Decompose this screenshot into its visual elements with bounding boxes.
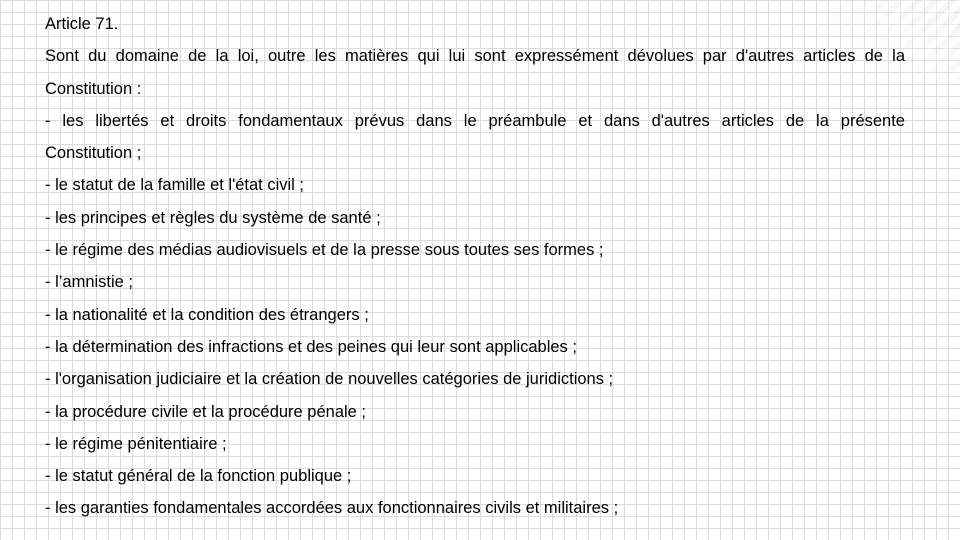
list-item: - le statut général de la fonction publique ; [45, 467, 352, 486]
intro-paragraph [45, 40, 905, 105]
list-item-libertes [45, 105, 905, 170]
article-title: Article 71. [45, 15, 119, 33]
list-item: - les principes et règles du système de santé ; [45, 208, 381, 227]
document-body [45, 8, 905, 525]
list-item: - la procédure civile et la procédure pénale ; [45, 402, 367, 421]
list-item: - le régime pénitentiaire ; [45, 434, 227, 453]
list-item: - l’amnistie ; [45, 273, 134, 292]
list-item: - l'organisation judiciaire et la création de nouvelles catégories de juridictions ; [45, 370, 614, 389]
intro-line-2: Constitution : [45, 79, 142, 98]
list-item-libertes-line-2: Constitution ; [45, 144, 142, 163]
list-item: - le statut de la famille et l'état civil ; [45, 176, 305, 195]
intro-line-1: Sont du domaine de la loi, outre les matières qui lui sont expressément dévolues par d'autres articles de la [45, 47, 905, 66]
list-item: - la nationalité et la condition des étrangers ; [45, 305, 369, 324]
list-item: - la détermination des infractions et des peines qui leur sont applicables ; [45, 337, 577, 356]
list-item-libertes-line-1: - les libertés et droits fondamentaux prévus dans le préambule et dans d'autres articles de la présente [45, 111, 905, 130]
list-item: - les garanties fondamentales accordées aux fonctionnaires civils et militaires ; [45, 499, 619, 518]
list-item: - le régime des médias audiovisuels et de la presse sous toutes ses formes ; [45, 241, 604, 260]
